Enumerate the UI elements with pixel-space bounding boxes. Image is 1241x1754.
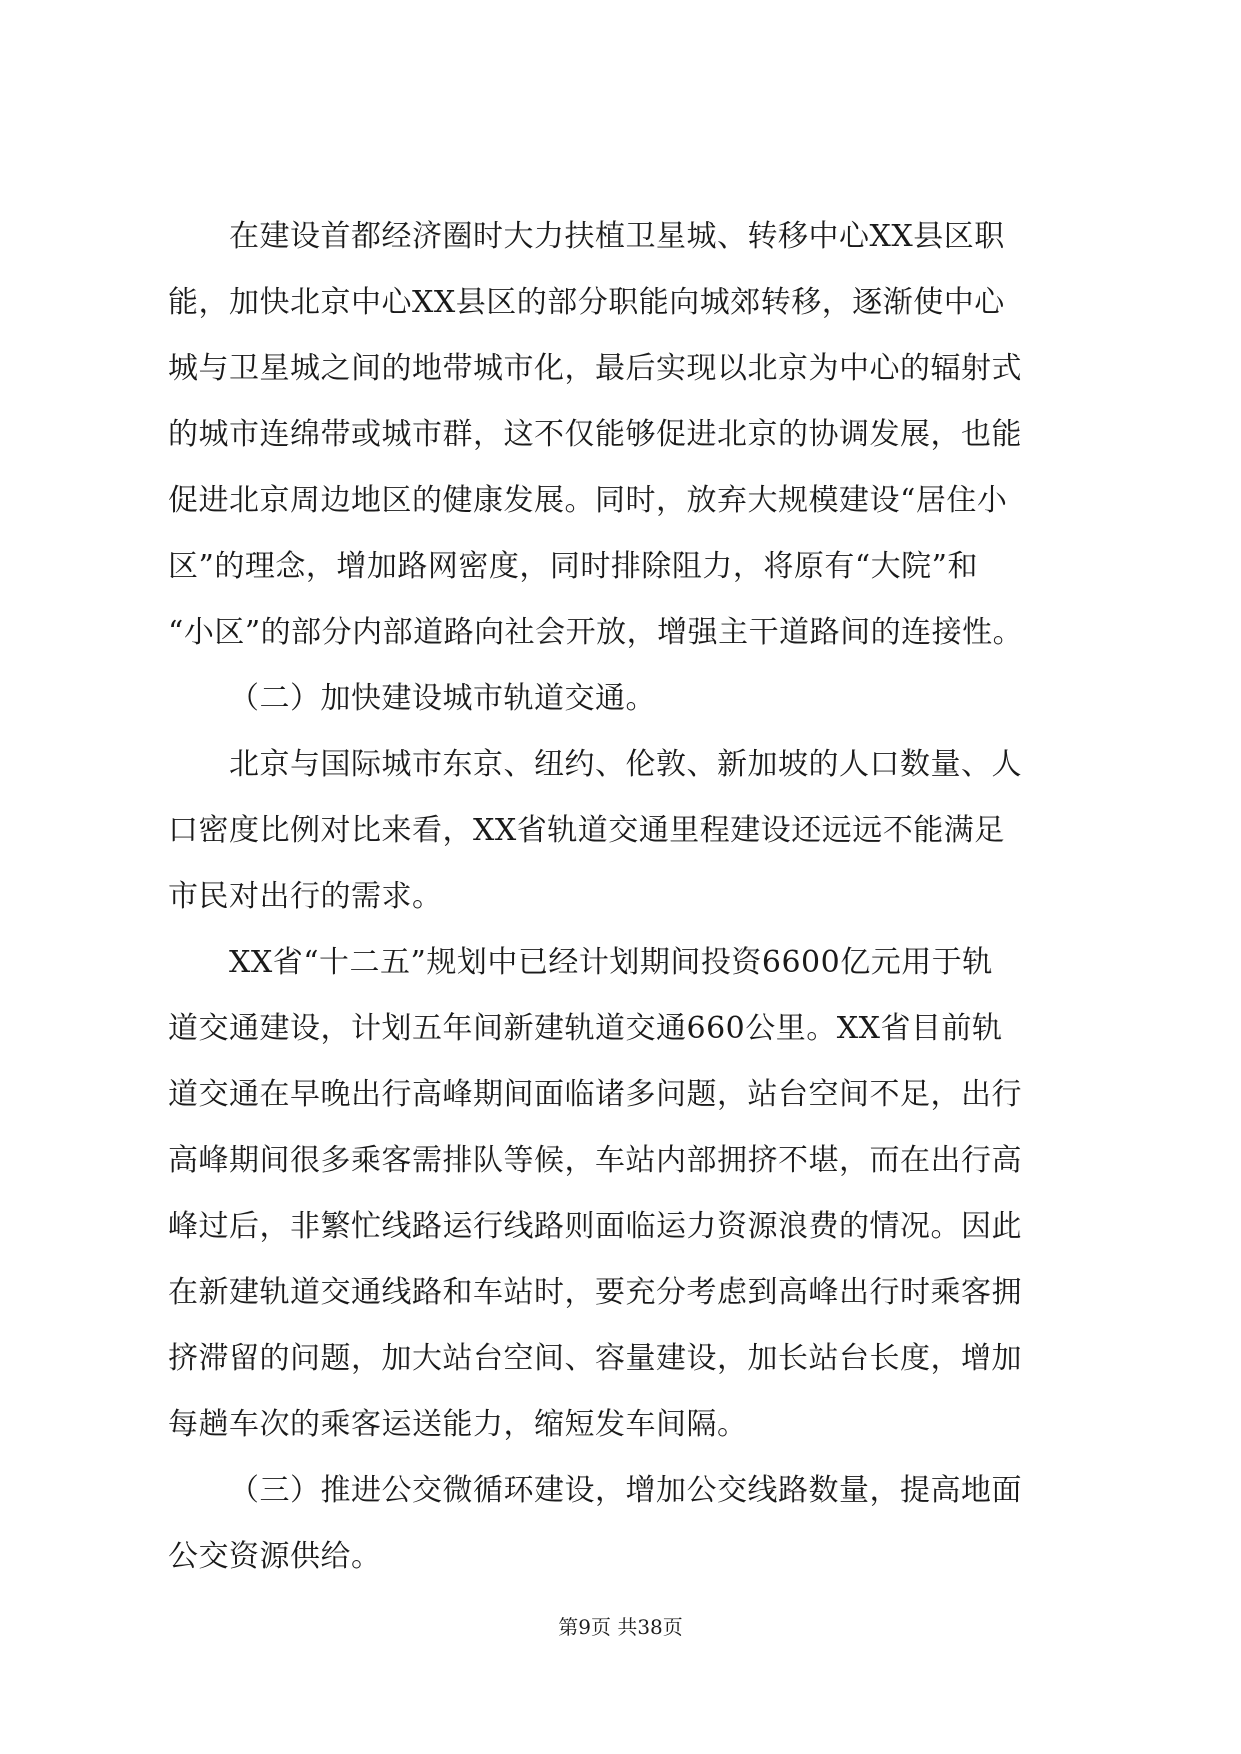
page-number-footer: 第9页 共38页 (558, 1615, 683, 1639)
paragraph-line: 在建设首都经济圈时大力扶植卫星城、转移中心XX县区职 (229, 219, 1005, 254)
paragraph-line: 在新建轨道交通线路和车站时，要充分考虑到高峰出行时乘客拥 (168, 1275, 1022, 1310)
body-text (168, 218, 1078, 1604)
paragraph-line: 北京与国际城市东京、纽约、伦敦、新加坡的人口数量、人 (229, 747, 1022, 782)
paragraph-line: 区”的理念，增加路网密度，同时排除阻力，将原有“大院”和 (168, 549, 979, 584)
section-heading-continued: 公交资源供给。 (168, 1539, 382, 1574)
paragraph-line: 道交通在早晚出行高峰期间面临诸多问题，站台空间不足，出行 (168, 1077, 1022, 1112)
paragraph-line: 峰过后，非繁忙线路运行线路则面临运力资源浪费的情况。因此 (168, 1209, 1022, 1244)
section-heading: （二）加快建设城市轨道交通。 (229, 681, 656, 716)
paragraph-line: “小区”的部分内部道路向社会开放，增强主干道路间的连接性。 (168, 615, 1024, 650)
paragraph-line: XX省“十二五”规划中已经计划期间投资6600亿元用于轨 (229, 945, 993, 980)
paragraph-line: 口密度比例对比来看，XX省轨道交通里程建设还远远不能满足 (168, 813, 1005, 848)
paragraph-line: 挤滞留的问题，加大站台空间、容量建设，加长站台长度，增加 (168, 1341, 1022, 1376)
paragraph-line: 每趟车次的乘客运送能力，缩短发车间隔。 (168, 1407, 748, 1442)
paragraph-line: 城与卫星城之间的地带城市化，最后实现以北京为中心的辐射式 (168, 351, 1022, 386)
paragraph-line: 道交通建设，计划五年间新建轨道交通660公里。XX省目前轨 (168, 1011, 1003, 1046)
paragraph-line: 高峰期间很多乘客需排队等候，车站内部拥挤不堪，而在出行高 (168, 1143, 1022, 1178)
paragraph-line: 市民对出行的需求。 (168, 879, 443, 914)
paragraph-line: 的城市连绵带或城市群，这不仅能够促进北京的协调发展，也能 (168, 417, 1022, 452)
paragraph-line: 促进北京周边地区的健康发展。同时，放弃大规模建设“居住小 (168, 483, 1008, 518)
paragraph-line: 能，加快北京中心XX县区的部分职能向城郊转移，逐渐使中心 (168, 285, 1005, 320)
section-heading: （三）推进公交微循环建设，增加公交线路数量，提高地面 (229, 1473, 1022, 1508)
